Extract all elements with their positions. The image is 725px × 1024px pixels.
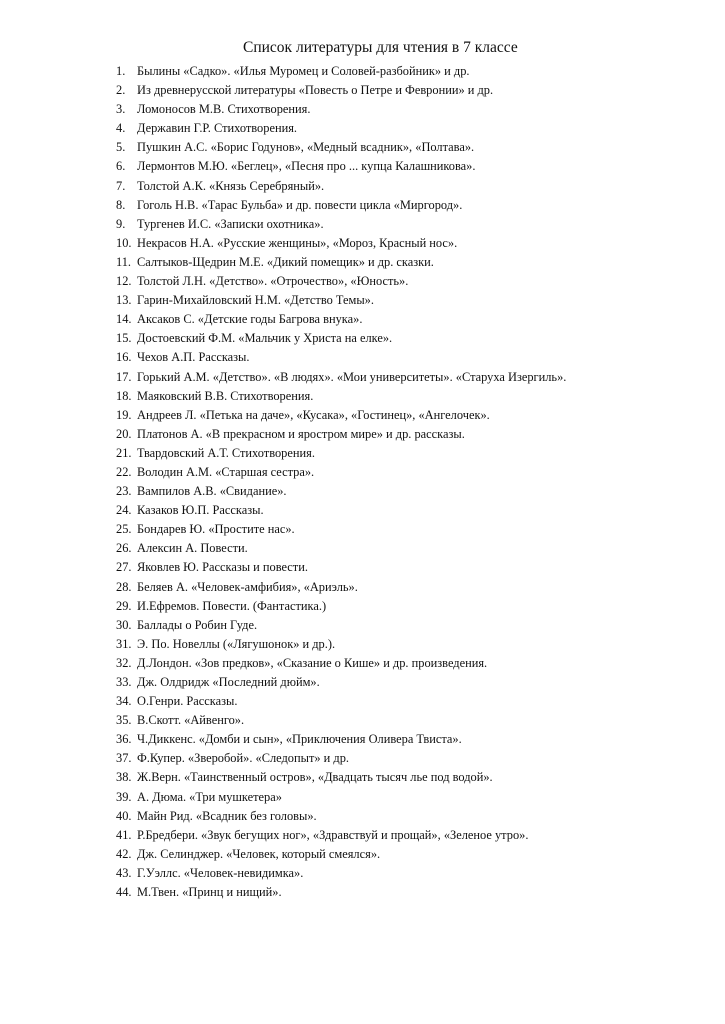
list-item-text: Салтыков-Щедрин М.Е. «Дикий помещик» и др. сказки. bbox=[137, 254, 434, 269]
list-item-text: Твардовский А.Т. Стихотворения. bbox=[137, 445, 315, 460]
list-item-text: Яковлев Ю. Рассказы и повести. bbox=[137, 560, 308, 575]
list-item-number: 35. bbox=[116, 713, 132, 728]
list-item bbox=[0, 81, 725, 100]
list-item-number: 23. bbox=[116, 484, 132, 499]
list-item bbox=[0, 749, 725, 768]
list-item bbox=[0, 253, 725, 272]
list-item-text: Беляев А. «Человек-амфибия», «Ариэль». bbox=[137, 579, 358, 594]
list-item-number: 30. bbox=[116, 617, 132, 632]
list-item-text: Майн Рид. «Всадник без головы». bbox=[137, 808, 317, 823]
list-item bbox=[0, 138, 725, 157]
list-item-number: 20. bbox=[116, 426, 132, 441]
list-item-number: 8. bbox=[116, 197, 126, 212]
list-item-number: 12. bbox=[116, 274, 132, 289]
list-item-number: 40. bbox=[116, 808, 132, 823]
list-item-text: Г.Уэллс. «Человек-невидимка». bbox=[137, 865, 304, 880]
list-item-text: Баллады о Робин Гуде. bbox=[137, 617, 258, 632]
list-item-number: 16. bbox=[116, 350, 132, 365]
document-title: Список литературы для чтения в 7 классе bbox=[243, 39, 518, 56]
list-item-text: Алексин А. Повести. bbox=[137, 541, 248, 556]
list-item bbox=[0, 177, 725, 196]
list-item bbox=[0, 826, 725, 845]
list-item bbox=[0, 788, 725, 807]
list-item bbox=[0, 578, 725, 597]
list-item bbox=[0, 387, 725, 406]
list-item-text: Э. По. Новеллы («Лягушонок» и др.). bbox=[137, 636, 336, 651]
list-item-text: Дж. Олдридж «Последний дюйм». bbox=[137, 675, 320, 689]
list-item bbox=[0, 673, 725, 692]
list-item bbox=[0, 597, 725, 616]
list-item-number: 36. bbox=[116, 732, 132, 747]
list-item-number: 26. bbox=[116, 541, 132, 556]
list-item bbox=[0, 558, 725, 577]
list-item-number: 44. bbox=[116, 885, 132, 900]
list-item-text: Р.Бредбери. «Звук бегущих ног», «Здравствуй и прощай», «Зеленое утро». bbox=[137, 827, 529, 842]
list-item-text: Гоголь Н.В. «Тарас Бульба» и др. повести цикла «Миргород». bbox=[137, 197, 463, 212]
list-item bbox=[0, 196, 725, 215]
list-item-text: Некрасов Н.А. «Русские женщины», «Мороз, Красный нос». bbox=[137, 235, 458, 250]
list-item-text: Аксаков С. «Детские годы Багрова внука». bbox=[137, 312, 363, 327]
list-item-text: Былины «Садко». «Илья Муромец и Соловей-разбойник» и др. bbox=[137, 64, 470, 78]
list-item-number: 22. bbox=[116, 464, 132, 479]
list-item-number: 33. bbox=[116, 675, 132, 689]
list-item-text: Горький А.М. «Детство». «В людях». «Мои университеты». «Старуха Изергиль». bbox=[137, 369, 567, 384]
list-item-number: 25. bbox=[116, 522, 132, 537]
list-item-number: 13. bbox=[116, 293, 132, 308]
list-item-number: 24. bbox=[116, 503, 132, 518]
list-item-text: Чехов А.П. Рассказы. bbox=[137, 350, 250, 365]
reading-list bbox=[0, 62, 725, 902]
list-item-text: Казаков Ю.П. Рассказы. bbox=[137, 503, 264, 518]
list-item-number: 28. bbox=[116, 579, 132, 594]
list-item bbox=[0, 768, 725, 787]
list-item-text: Ф.Купер. «Зверобой». «Следопыт» и др. bbox=[137, 751, 349, 766]
list-item bbox=[0, 119, 725, 138]
list-item bbox=[0, 635, 725, 654]
list-item-number: 18. bbox=[116, 388, 132, 403]
list-item bbox=[0, 463, 725, 482]
list-item bbox=[0, 368, 725, 387]
list-item-number: 11. bbox=[116, 254, 132, 269]
list-item bbox=[0, 883, 725, 902]
list-item bbox=[0, 215, 725, 234]
list-item bbox=[0, 62, 725, 81]
list-item-text: Пушкин А.С. «Борис Годунов», «Медный всадник», «Полтава». bbox=[137, 140, 475, 155]
list-item bbox=[0, 520, 725, 539]
list-item-text: Толстой А.К. «Князь Серебряный». bbox=[137, 178, 325, 193]
list-item bbox=[0, 272, 725, 291]
list-item-text: Толстой Л.Н. «Детство». «Отрочество», «Юность». bbox=[137, 274, 409, 289]
list-item-text: Ломоносов М.В. Стихотворения. bbox=[137, 102, 311, 117]
list-item bbox=[0, 539, 725, 558]
list-item-number: 19. bbox=[116, 407, 132, 422]
list-item bbox=[0, 444, 725, 463]
list-item-text: В.Скотт. «Айвенго». bbox=[137, 713, 245, 728]
list-item-number: 43. bbox=[116, 865, 132, 880]
list-item-number: 21. bbox=[116, 445, 132, 460]
list-item-number: 15. bbox=[116, 331, 132, 346]
list-item-text: А. Дюма. «Три мушкетера» bbox=[137, 789, 282, 804]
list-item bbox=[0, 616, 725, 635]
list-item bbox=[0, 291, 725, 310]
list-item-number: 31. bbox=[116, 636, 132, 651]
list-item-number: 38. bbox=[116, 770, 132, 785]
list-item-text: Бондарев Ю. «Простите нас». bbox=[137, 522, 295, 537]
list-item bbox=[0, 711, 725, 730]
list-item bbox=[0, 234, 725, 253]
list-item-number: 6. bbox=[116, 159, 126, 174]
list-item bbox=[0, 501, 725, 520]
list-item bbox=[0, 807, 725, 826]
list-item-text: И.Ефремов. Повести. (Фантастика.) bbox=[137, 598, 327, 613]
list-item bbox=[0, 310, 725, 329]
list-item-number: 17. bbox=[116, 369, 132, 384]
list-item-number: 41. bbox=[116, 827, 132, 842]
list-item bbox=[0, 348, 725, 367]
list-item bbox=[0, 730, 725, 749]
list-item bbox=[0, 406, 725, 425]
list-item-number: 5. bbox=[116, 140, 126, 155]
list-item-number: 34. bbox=[116, 694, 132, 709]
list-item-number: 1. bbox=[116, 64, 126, 78]
list-item bbox=[0, 864, 725, 883]
list-item-text: Вампилов А.В. «Свидание». bbox=[137, 484, 287, 499]
list-item-number: 10. bbox=[116, 235, 132, 250]
list-item-number: 3. bbox=[116, 102, 126, 117]
list-item-number: 4. bbox=[116, 121, 126, 136]
list-item-text: Ж.Верн. «Таинственный остров», «Двадцать тысяч лье под водой». bbox=[137, 770, 493, 785]
list-item-number: 27. bbox=[116, 560, 132, 575]
list-item-text: Гарин-Михайловский Н.М. «Детство Темы». bbox=[137, 293, 374, 308]
list-item-text: Платонов А. «В прекрасном и яростром мире» и др. рассказы. bbox=[137, 426, 465, 441]
list-item-text: О.Генри. Рассказы. bbox=[137, 694, 238, 709]
list-item-text: Тургенев И.С. «Записки охотника». bbox=[137, 216, 324, 231]
list-item-number: 2. bbox=[116, 83, 126, 98]
list-item-number: 7. bbox=[116, 178, 126, 193]
list-item bbox=[0, 845, 725, 864]
list-item-text: Андреев Л. «Петька на даче», «Кусака», «Гостинец», «Ангелочек». bbox=[137, 407, 490, 422]
list-item bbox=[0, 329, 725, 348]
list-item bbox=[0, 100, 725, 119]
list-item-text: Маяковский В.В. Стихотворения. bbox=[137, 388, 314, 403]
list-item-number: 39. bbox=[116, 789, 132, 804]
list-item-number: 32. bbox=[116, 655, 132, 670]
list-item-number: 29. bbox=[116, 598, 132, 613]
list-item bbox=[0, 425, 725, 444]
list-item-number: 9. bbox=[116, 216, 126, 231]
list-item bbox=[0, 654, 725, 673]
list-item-number: 14. bbox=[116, 312, 132, 327]
list-item-text: Из древнерусской литературы «Повесть о Петре и Февронии» и др. bbox=[137, 83, 494, 98]
list-item-text: Державин Г.Р. Стихотворения. bbox=[137, 121, 297, 136]
list-item-text: Д.Лондон. «Зов предков», «Сказание о Кише» и др. произведения. bbox=[137, 655, 488, 670]
list-item-text: Володин А.М. «Старшая сестра». bbox=[137, 464, 315, 479]
list-item bbox=[0, 482, 725, 501]
list-item-text: Лермонтов М.Ю. «Беглец», «Песня про ... купца Калашникова». bbox=[137, 159, 476, 174]
list-item-text: Достоевский Ф.М. «Мальчик у Христа на елке». bbox=[137, 331, 393, 346]
list-item bbox=[0, 692, 725, 711]
list-item-number: 42. bbox=[116, 846, 132, 861]
list-item-number: 37. bbox=[116, 751, 132, 766]
list-item bbox=[0, 157, 725, 176]
list-item-text: Ч.Диккенс. «Домби и сын», «Приключения Оливера Твиста». bbox=[137, 732, 462, 747]
list-item-text: Дж. Селинджер. «Человек, который смеялся». bbox=[137, 846, 381, 861]
list-item-text: М.Твен. «Принц и нищий». bbox=[137, 885, 282, 900]
